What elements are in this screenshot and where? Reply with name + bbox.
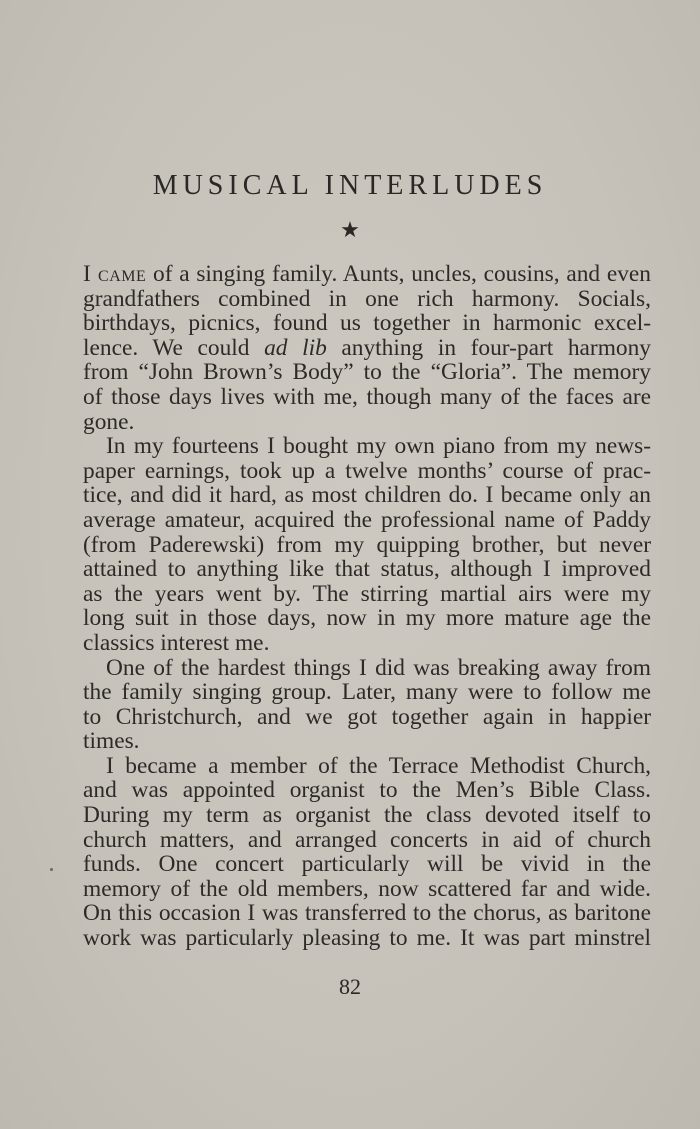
text-line: church matters, and arranged concerts in aid of church [83, 826, 651, 853]
paper-speck [50, 868, 53, 871]
text-line: In my fourteens I bought my own piano from my news- [106, 433, 651, 460]
text-line: memory of the old members, now scattered far and wide. [83, 875, 651, 902]
paragraph-1 [83, 262, 651, 434]
text-line: as the years went by. The stirring martial airs were my [83, 580, 651, 607]
paragraph-4 [83, 754, 651, 951]
text-line: birthdays, picnics, found us together in harmonic excel- [83, 310, 651, 337]
text-line: classics interest me. [83, 629, 270, 656]
star-ornament-icon: ★ [340, 218, 360, 243]
body-text [83, 262, 651, 951]
text-line: gone. [83, 408, 135, 435]
text-line: the family singing group. Later, many were to follow me [83, 679, 651, 706]
text-line: (from Paderewski) from my quipping brother, but never [83, 531, 651, 558]
text-line: On this occasion I was transferred to the chorus, as baritone [83, 900, 651, 927]
text-line: During my term as organist the class devoted itself to [83, 802, 651, 829]
text-line: tice, and did it hard, as most children do. I became only an [83, 482, 651, 509]
paragraph-3 [83, 656, 651, 754]
text-line: long suit in those days, now in my more mature age the [83, 605, 651, 632]
text-line: One of the hardest things I did was breaking away from [106, 654, 651, 681]
text-line: work was particularly pleasing to me. It was part minstrel [83, 925, 651, 952]
text-line: grandfathers combined in one rich harmony. Socials, [83, 285, 651, 312]
text-line: I came of a singing family. Aunts, uncles, cousins, and even [83, 261, 651, 287]
text-line: times. [83, 728, 140, 755]
text-line: paper earnings, took up a twelve months’ course of prac- [83, 457, 651, 484]
text-line: to Christchurch, and we got together again in happier [83, 703, 651, 730]
text-line: funds. One concert particularly will be vivid in the [83, 851, 651, 878]
text-line: I became a member of the Terrace Methodist Church, [106, 752, 651, 779]
small-caps-word: came [90, 261, 147, 287]
text-line: and was appointed organist to the Men’s Bible Class. [83, 777, 651, 804]
paragraph-2 [83, 434, 651, 655]
text-line: from “John Brown’s Body” to the “Gloria”. The memory [83, 359, 651, 386]
chapter-title: MUSICAL INTERLUDES [152, 170, 548, 201]
text-line: of those days lives with me, though many of the faces are [83, 383, 651, 410]
drop-capital: I [83, 261, 91, 287]
text-line: attained to anything like that status, although I improved [83, 556, 651, 583]
italic-phrase: ad lib [264, 334, 327, 361]
text-line: lence. We could ad lib anything in four-part harmony [83, 334, 651, 361]
page-number: 82 [339, 974, 361, 999]
text-line: average amateur, acquired the professional name of Paddy [83, 506, 651, 533]
